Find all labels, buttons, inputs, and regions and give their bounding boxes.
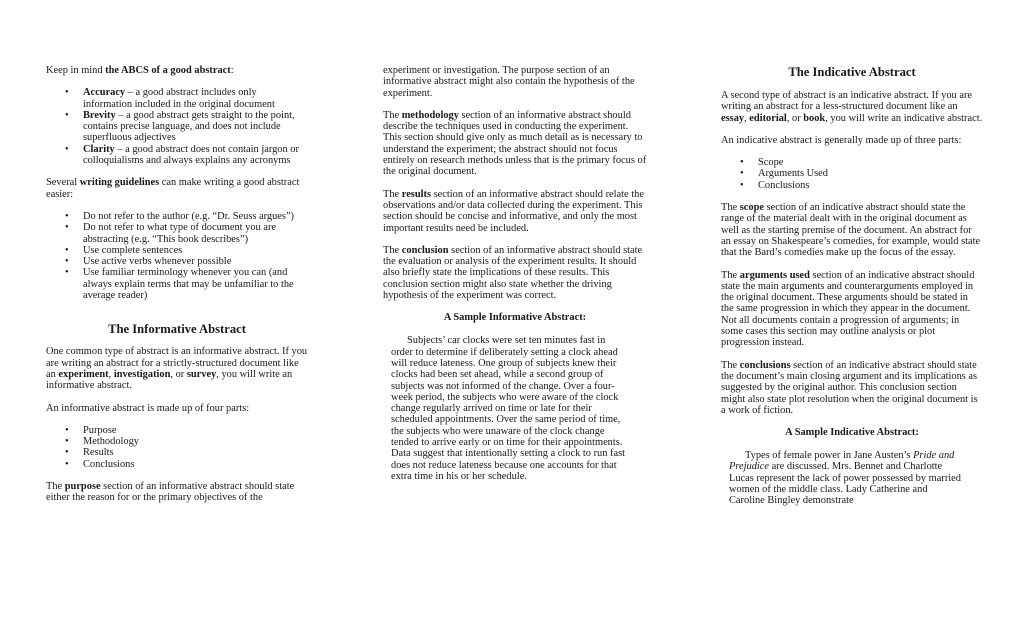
- purpose-paragraph: The purpose section of an informative abstract should state either the reason for or the primary objectives of the: [46, 481, 295, 504]
- list-item: • Use familiar terminology whenever you can (and always explain terms that may be unfamiliar to the average reader): [46, 267, 308, 301]
- informative-parts-intro: An informative abstract is made up of four parts:: [46, 402, 250, 414]
- list-item: • Conclusions: [721, 180, 983, 191]
- abcs-intro: Keep in mind the ABCS of a good abstract:: [46, 65, 234, 76]
- list-item: • Do not refer to the author (e.g. “Dr. Seuss argues”): [46, 211, 308, 222]
- conclusion-paragraph: The conclusion section of an informative abstract should state the evaluation or analysis of the experiment results. It should also briefly state the implications of these results. This conclusion section might also state whether the driving hypothesis of the experiment was correct.: [383, 244, 643, 302]
- indicative-parts-intro: An indicative abstract is generally made up of three parts:: [721, 134, 962, 146]
- list-item: • Results: [46, 447, 308, 458]
- sample-indicative-heading: A Sample Indicative Abstract:: [785, 427, 919, 439]
- list-item: • Scope: [721, 157, 983, 168]
- list-item: • Do not refer to what type of document you are abstracting (e.g. “This book describes”): [46, 222, 308, 245]
- list-item: • Purpose: [46, 425, 308, 436]
- conclusions-paragraph: The conclusions section of an indicative abstract should state the document’s main closing argument and its implications as suggested by the original author. This conclusion section might also state plot resolution when the original document is a work of fiction.: [721, 359, 978, 416]
- guidelines-intro: Several writing guidelines can make writing a good abstract easier:: [46, 177, 300, 200]
- informative-abstract-heading: The Informative Abstract: [108, 322, 246, 337]
- list-item: • Brevity – a good abstract gets straight to the point, contains precise language, and does not include superfluous adjectives: [46, 110, 308, 144]
- informative-parts-list: [46, 425, 308, 470]
- list-item: • Accuracy – a good abstract includes only information included in the original document: [46, 87, 308, 110]
- column-left: [46, 0, 308, 504]
- methodology-paragraph: The methodology section of an informative abstract should describe the techniques used in conducting the experiment. This section should give only as much detail as is necessary to understand the experiment; the abstract should not focus entirely on research methods unless that is the primary focus of the original document.: [383, 109, 647, 178]
- sample-informative-text: Subjects’ car clocks were set ten minutes fast in order to determine if deliberately setting a clock ahead will reduce lateness. One group of subjects knew their clocks had been set ahead, while a second group of subjects was not informed of the change. Over a four-week period, the subjects who were aware of the clock change regularly arrived on time or late for their scheduled appointments. Over the same period of time, the subjects who were unaware of the clock change tended to arrive early or on time for their appointments. Data suggest that intentionally setting a clock to run fast does not reduce lateness because one accounts for that extra time in his or her schedule.: [391, 335, 626, 482]
- informative-intro: One common type of abstract is an informative abstract. If you are writing an abstract for a strictly-structured document like an experiment, investigation, or survey, you will write an informative abstract.: [46, 346, 308, 392]
- sample-indicative-text: Types of female power in Jane Austen’s Pride and Prejudice are discussed. Mrs. Bennet and Charlotte Lucas represent the lack of power possessed by married women of the middle class. Lady Catherine and Caroline Bingley demonstrate: [729, 450, 961, 507]
- abcs-intro-bold: the ABCS of a good abstract: [105, 65, 231, 76]
- abcs-list: [46, 87, 308, 166]
- guidelines-list: [46, 211, 308, 301]
- column-middle: [383, 0, 647, 482]
- list-item: • Methodology: [46, 436, 308, 447]
- sample-informative-heading: A Sample Informative Abstract:: [443, 312, 587, 324]
- column-right: [721, 0, 983, 507]
- book-title: Pride and Prejudice: [729, 450, 955, 473]
- indicative-parts-list: [721, 157, 983, 191]
- indicative-abstract-heading: The Indicative Abstract: [788, 65, 916, 79]
- scope-paragraph: The scope section of an indicative abstract should state the range of the material dealt with in the original document as well as the starting premise of the document. An abstract for an essay on Shakespeare’s comedies, for example, would state that the Bard’s comedies make up the focus of the essay.: [721, 202, 981, 259]
- list-item: • Arguments Used: [721, 168, 983, 179]
- purpose-continued: experiment or investigation. The purpose section of an informative abstract might also contain the hypothesis of the experiment.: [383, 65, 635, 99]
- list-item: • Conclusions: [46, 459, 308, 470]
- results-paragraph: The results section of an informative abstract should relate the observations and/or data collected during the experiment. This section should be concise and informative, and only the most important results need be included.: [383, 188, 644, 234]
- arguments-paragraph: The arguments used section of an indicative abstract should state the main arguments and counterarguments employed in the original document. These arguments should be stated in the same progression in which they appear in the document. Not all documents contain a progression of arguments; in some cases this section may outline analysis or plot progression instead.: [721, 269, 975, 349]
- list-item: • Use active verbs whenever possible: [46, 256, 308, 267]
- indicative-intro: A second type of abstract is an indicative abstract. If you are writing an abstract for a less-structured document like an essay, editorial, or book, you will write an indicative abstract.: [721, 90, 983, 124]
- list-item: • Clarity – a good abstract does not contain jargon or colloquialisms and always explains any acronyms: [46, 144, 308, 167]
- list-item: • Use complete sentences: [46, 245, 308, 256]
